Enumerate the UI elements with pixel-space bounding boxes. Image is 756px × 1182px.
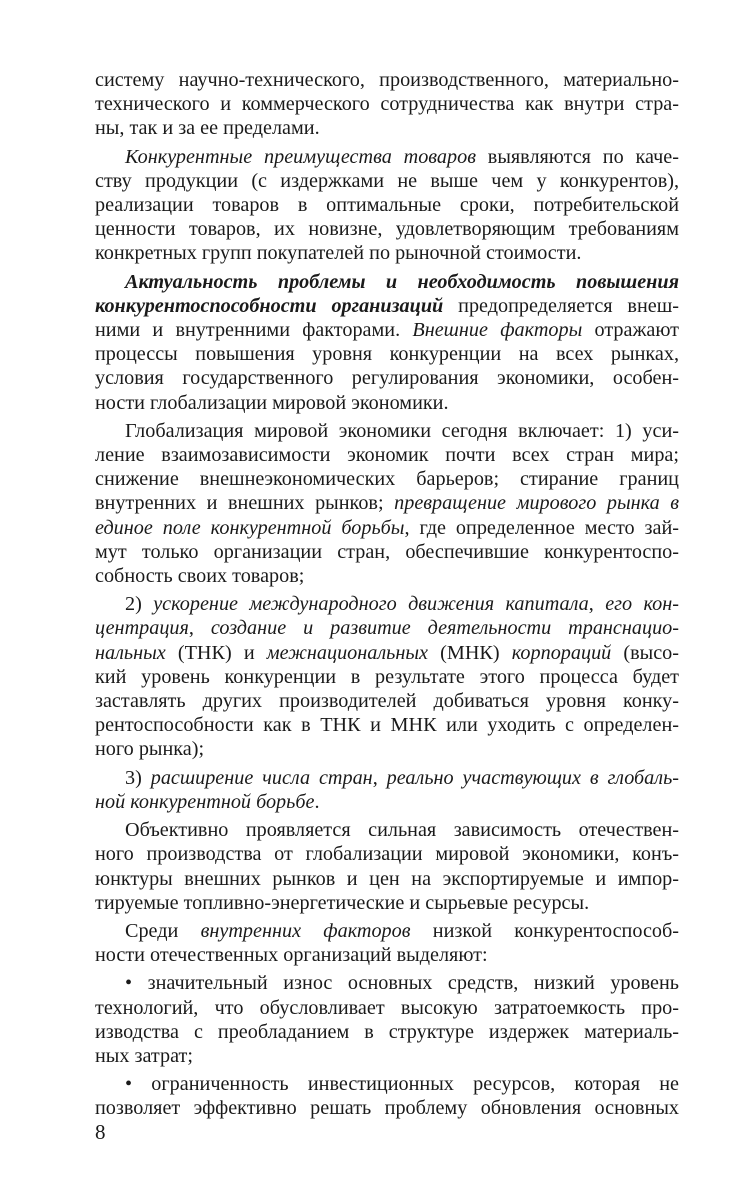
text-fragment: , xyxy=(188,617,211,640)
text-line xyxy=(95,145,679,169)
text-line xyxy=(95,766,679,790)
text-line: систему научно-технического, производственного, материально- xyxy=(95,69,679,91)
text-line: процессы повышения уровня конкуренции на всех рынках, xyxy=(95,343,679,366)
page-body xyxy=(95,68,679,1121)
text-line xyxy=(95,919,679,943)
text-line: • значительный износ основных средств, низкий уровень xyxy=(125,972,679,995)
paragraph-3 xyxy=(95,270,679,415)
italic-term: ускорение международного движения капитала xyxy=(153,593,589,616)
text-fragment: , где определенное место зай- xyxy=(404,516,679,539)
text-line: ны, так и за ее пределами. xyxy=(95,117,320,140)
text-fragment: , xyxy=(372,766,387,789)
text-line: условия государственного регулирования экономики, особен- xyxy=(95,367,679,390)
text-fragment: 2) xyxy=(125,593,154,616)
paragraph-7 xyxy=(95,818,679,915)
text-line: позволяет эффективно решать проблему обновления основных xyxy=(95,1097,679,1120)
italic-term: создание и развитие деятельности транснацио- xyxy=(210,617,679,640)
text-line: ценности товаров, их новизне, удовлетворяющим требованиям xyxy=(95,218,679,241)
text-line: ности отечественных организаций выделяют: xyxy=(95,944,488,967)
text-fragment: (высо- xyxy=(611,641,679,664)
italic-term: нальных xyxy=(95,641,166,664)
bold-italic-heading: Актуальность проблемы и необходимость повышения xyxy=(125,270,679,293)
text-fragment: . xyxy=(314,790,320,813)
paragraph-8 xyxy=(95,919,679,967)
text-fragment: отражают xyxy=(582,319,679,342)
text-line xyxy=(95,318,679,342)
text-line: • ограниченность инвестиционных ресурсов, которая не xyxy=(125,1073,679,1096)
italic-term: центрация xyxy=(95,617,189,640)
italic-term: превращение мирового рынка в xyxy=(394,492,679,515)
italic-term: межнациональных xyxy=(266,641,429,664)
page-number: 8 xyxy=(95,1120,106,1144)
text-line xyxy=(95,491,679,515)
text-line: технического и коммерческого сотрудничества как внутри стра- xyxy=(95,93,679,116)
text-line xyxy=(95,270,679,294)
text-line: Объективно проявляется сильная зависимость отечествен- xyxy=(125,819,679,842)
text-line: ление взаимозависимости экономик почти всех стран мира; xyxy=(95,444,679,467)
text-line: ству продукции (с издержками не выше чем у конкурентов), xyxy=(95,169,679,192)
paragraph-6 xyxy=(95,766,679,814)
italic-term: Внешние факторы xyxy=(412,319,583,342)
text-line: ных затрат; xyxy=(95,1044,193,1067)
paragraph-5 xyxy=(95,592,679,761)
text-line: кий уровень конкуренции в результате этого процесса будет xyxy=(95,665,679,688)
paragraph-4 xyxy=(95,419,679,588)
paragraph-2 xyxy=(95,145,679,266)
text-fragment: Среди xyxy=(125,919,201,942)
italic-term: реально участвующих в глобаль- xyxy=(386,766,679,789)
italic-term: ной конкурентной борьбе xyxy=(95,790,315,813)
italic-term: корпораций xyxy=(511,641,612,664)
italic-term: внутренних факторов xyxy=(200,919,411,942)
paragraph-10 xyxy=(95,1072,679,1120)
text-line xyxy=(95,641,679,665)
text-fragment: (МНК) xyxy=(428,641,512,664)
text-line: тируемые топливно-энергетические и сырьевые ресурсы. xyxy=(95,891,590,914)
text-line: ного рынка); xyxy=(95,738,205,761)
paragraph-1 xyxy=(95,68,679,141)
bold-italic-heading: конкурентоспособности организаций xyxy=(95,294,444,317)
text-line: собность своих товаров; xyxy=(95,565,305,588)
text-line: ного производства от глобализации мировой экономики, конъ- xyxy=(95,843,679,866)
text-fragment: низкой конкурентоспособ- xyxy=(410,919,679,942)
text-line xyxy=(95,592,679,616)
italic-term: Конкурентные преимущества товаров xyxy=(125,145,476,168)
text-line: ности глобализации мировой экономики. xyxy=(95,391,449,414)
text-line xyxy=(95,294,679,318)
text-line: рентоспособности как в ТНК и МНК или уходить с определен- xyxy=(95,714,679,737)
text-line: технологий, что обусловливает высокую затратоемкость про- xyxy=(95,996,679,1019)
text-line: Глобализация мировой экономики сегодня включает: 1) уси- xyxy=(125,419,679,442)
text-line: конкретных групп покупателей по рыночной стоимости. xyxy=(95,242,582,265)
text-line: заставлять других производителей добиваться уровня конку- xyxy=(95,690,679,713)
text-fragment: ними и внутренними факторами. xyxy=(95,319,413,342)
text-fragment: (ТНК) и xyxy=(165,641,267,664)
text-line: изводства с преобладанием в структуре издержек материаль- xyxy=(95,1020,679,1043)
italic-term: расширение числа стран xyxy=(150,766,373,789)
italic-term: его кон- xyxy=(605,593,679,616)
text-line xyxy=(95,790,679,814)
text-fragment: предопределяется внеш- xyxy=(443,294,679,317)
text-line xyxy=(95,616,679,640)
text-fragment: , xyxy=(588,593,606,616)
text-fragment: выявляются по каче- xyxy=(475,145,679,168)
text-fragment: внутренних и внешних рынков; xyxy=(95,492,395,515)
text-line: снижение внешнеэкономических барьеров; стирание границ xyxy=(95,468,679,491)
text-line: реализации товаров в оптимальные сроки, потребительской xyxy=(95,194,679,217)
text-line: юнктуры внешних рынков и цен на экспортируемые и импор- xyxy=(95,867,679,890)
text-line xyxy=(95,516,679,540)
text-line: мут только организации стран, обеспечившие конкурентоспо- xyxy=(95,540,679,563)
italic-term: единое поле конкурентной борьбы xyxy=(95,516,405,539)
paragraph-9 xyxy=(95,971,679,1068)
text-fragment: 3) xyxy=(125,766,151,789)
